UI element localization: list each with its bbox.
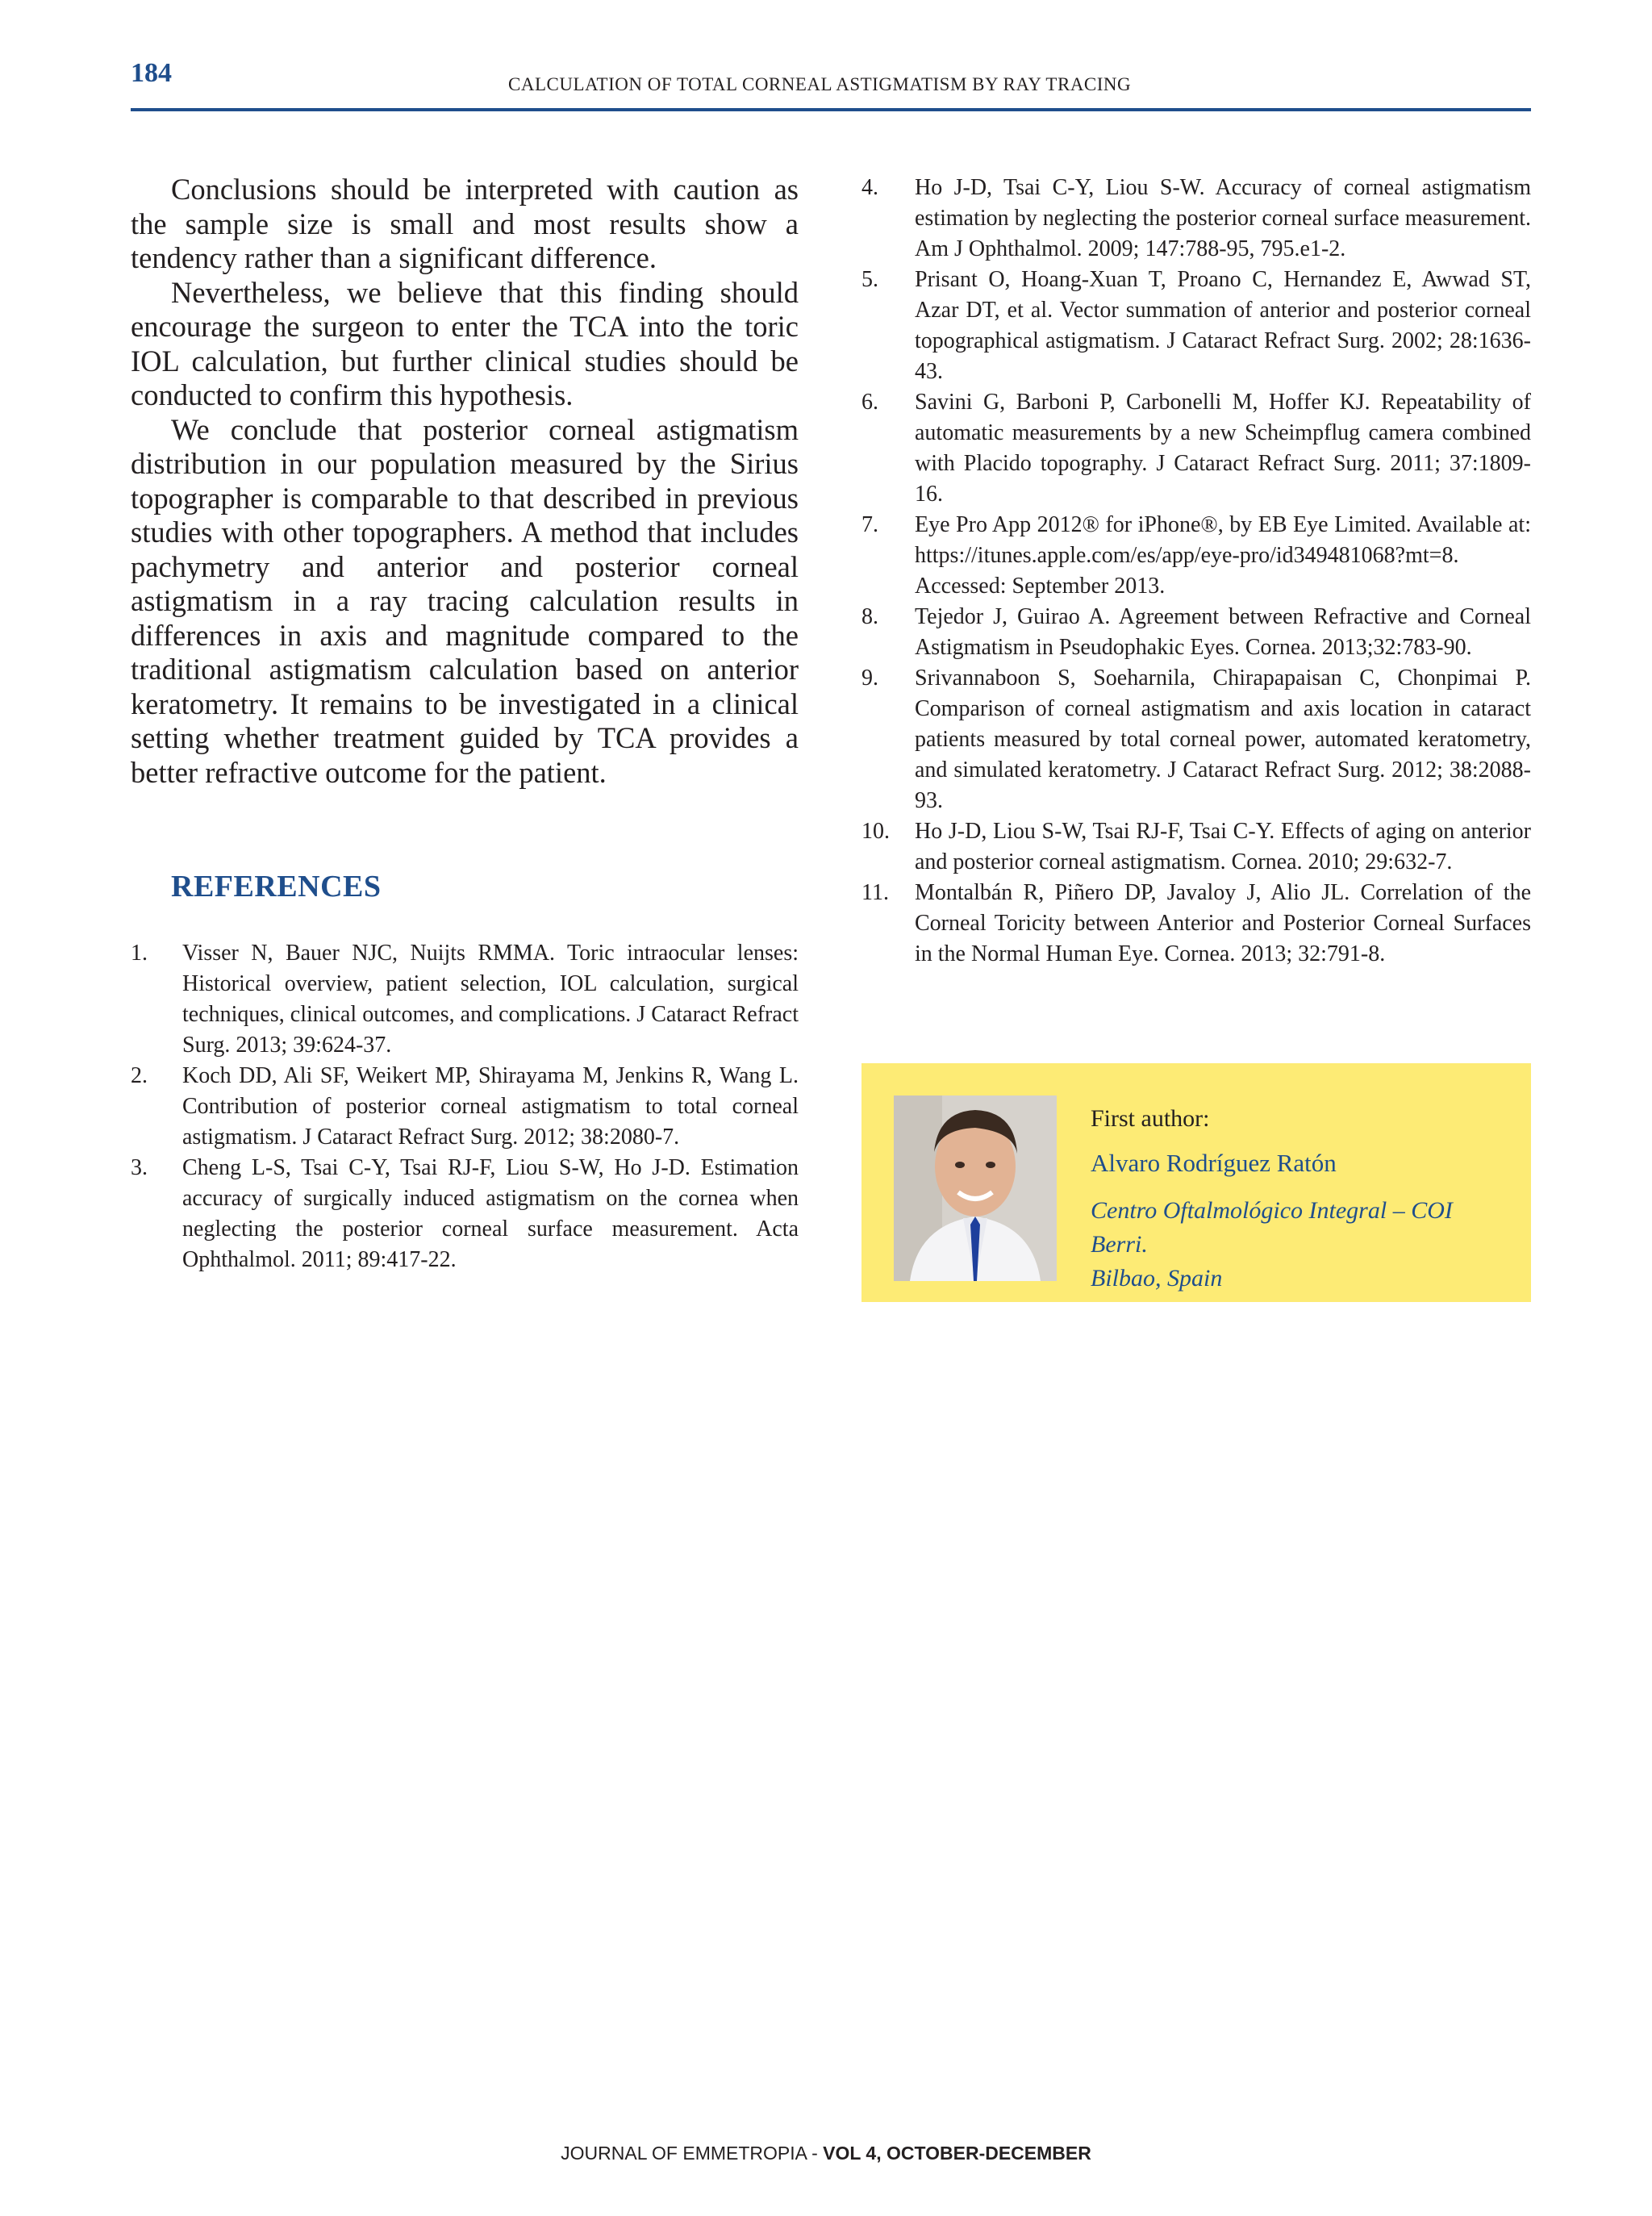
reference-number: 2. bbox=[131, 1063, 148, 1088]
reference-number: 8. bbox=[861, 604, 878, 629]
reference-item bbox=[861, 510, 1531, 602]
reference-item bbox=[861, 878, 1531, 970]
page-number: 184 bbox=[131, 58, 172, 88]
reference-text: Prisant O, Hoang-Xuan T, Proano C, Hernandez E, Awwad ST, Azar DT, et al. Vector summation of anterior and posterior corneal topographical astigmatism. J Cataract Refract Surg. 2002; 28:1636-43. bbox=[915, 267, 1531, 384]
author-name: Alvaro Rodríguez Ratón bbox=[1091, 1149, 1337, 1177]
reference-item bbox=[131, 1153, 799, 1275]
reference-text: Srivannaboon S, Soeharnila, Chirapapaisan C, Chonpimai P. Comparison of corneal astigmatism and axis location in cataract patients measured by total corneal power, automated keratometry, and simulated keratometry. J Cataract Refract Surg. 2012; 38:2088-93. bbox=[915, 666, 1531, 813]
author-affiliation bbox=[1091, 1194, 1510, 1296]
reference-text: Montalbán R, Piñero DP, Javaloy J, Alio JL. Correlation of the Corneal Toricity between Anterior and Posterior Corneal Surfaces in the Normal Human Eye. Cornea. 2013; 32:791-8. bbox=[915, 880, 1531, 966]
body-paragraph-3: We conclude that posterior corneal astigmatism distribution in our population measured by the Sirius topographer is comparable to that described in previous studies with other topographers. A method that includes pachymetry and anterior and posterior corneal astigmatism in a ray tracing calculation results in differences in axis and magnitude compared to the traditional astigmatism calculation based on anterior keratometry. It remains to be investigated in a clinical setting whether treatment guided by TCA provides a better refractive outcome for the patient. bbox=[131, 412, 799, 789]
left-column bbox=[131, 173, 799, 1275]
author-affiliation-line-2: Bilbao, Spain bbox=[1091, 1265, 1223, 1292]
reference-item bbox=[131, 1061, 799, 1153]
reference-list-left bbox=[131, 938, 799, 1275]
reference-number: 1. bbox=[131, 941, 148, 966]
author-photo bbox=[894, 1095, 1057, 1281]
reference-number: 9. bbox=[861, 666, 878, 691]
reference-item bbox=[861, 387, 1531, 510]
header-rule bbox=[131, 108, 1531, 111]
author-info bbox=[1091, 1105, 1510, 1296]
reference-item bbox=[861, 265, 1531, 387]
footer-journal: JOURNAL OF EMMETROPIA - bbox=[561, 2143, 824, 2164]
reference-number: 7. bbox=[861, 512, 878, 537]
reference-text: Koch DD, Ali SF, Weikert MP, Shirayama M, Jenkins R, Wang L. Contribution of posterior corneal astigmatism to total corneal astigmatism. J Cataract Refract Surg. 2012; 38:2080-7. bbox=[182, 1063, 799, 1150]
reference-number: 6. bbox=[861, 390, 878, 415]
reference-number: 4. bbox=[861, 175, 878, 200]
reference-item bbox=[131, 938, 799, 1061]
reference-list-right bbox=[861, 173, 1531, 970]
reference-item bbox=[861, 173, 1531, 265]
footer-volume: VOL 4, OCTOBER-DECEMBER bbox=[823, 2143, 1091, 2164]
reference-number: 3. bbox=[131, 1155, 148, 1180]
reference-text: Cheng L-S, Tsai C-Y, Tsai RJ-F, Liou S-W, Ho J-D. Estimation accuracy of surgically induced astigmatism on the cornea when neglecting the posterior corneal surface measurement. Acta Ophthalmol. 2011; 89:417-22. bbox=[182, 1155, 799, 1272]
page-footer bbox=[0, 2143, 1652, 2164]
reference-item bbox=[861, 602, 1531, 663]
reference-text: Visser N, Bauer NJC, Nuijts RMMA. Toric intraocular lenses: Historical overview, patient selection, IOL calculation, surgical techniques, clinical outcomes, and complications. J Cataract Refract Surg. 2013; 39:624-37. bbox=[182, 941, 799, 1058]
body-paragraph-2: Nevertheless, we believe that this finding should encourage the surgeon to enter the TCA into the toric IOL calculation, but further clinical studies should be conducted to confirm this hypothesis. bbox=[131, 275, 799, 411]
running-title: CALCULATION OF TOTAL CORNEAL ASTIGMATISM BY RAY TRACING bbox=[508, 74, 1132, 94]
reference-number: 5. bbox=[861, 267, 878, 292]
reference-text: Savini G, Barboni P, Carbonelli M, Hoffer KJ. Repeatability of automatic measurements by a new Scheimpflug camera combined with Placido topography. J Cataract Refract Surg. 2011; 37:1809-16. bbox=[915, 390, 1531, 507]
reference-text: Ho J-D, Tsai C-Y, Liou S-W. Accuracy of corneal astigmatism estimation by neglecting the posterior corneal surface measurement. Am J Ophthalmol. 2009; 147:788-95, 795.e1-2. bbox=[915, 175, 1531, 261]
reference-text: Eye Pro App 2012® for iPhone®, by EB Eye Limited. Available at: https://itunes.apple.com/es/app/eye-pro/id349481068?mt=8. Accessed: September 2013. bbox=[915, 512, 1531, 599]
right-column bbox=[861, 173, 1531, 970]
reference-item bbox=[861, 816, 1531, 878]
first-author-box bbox=[861, 1063, 1531, 1302]
body-paragraph-1: Conclusions should be interpreted with caution as the sample size is small and most results show a tendency rather than a significant difference. bbox=[131, 173, 799, 274]
reference-number: 11. bbox=[861, 880, 889, 905]
reference-number: 10. bbox=[861, 819, 890, 844]
author-label: First author: bbox=[1091, 1105, 1210, 1132]
references-heading: REFERENCES bbox=[171, 870, 382, 904]
reference-text: Ho J-D, Liou S-W, Tsai RJ-F, Tsai C-Y. Effects of aging on anterior and posterior corneal astigmatism. Cornea. 2010; 29:632-7. bbox=[915, 819, 1531, 874]
reference-text: Tejedor J, Guirao A. Agreement between Refractive and Corneal Astigmatism in Pseudophakic Eyes. Cornea. 2013;32:783-90. bbox=[915, 604, 1531, 660]
author-affiliation-line-1: Centro Oftalmológico Integral – COI Berri. bbox=[1091, 1197, 1453, 1258]
reference-item bbox=[861, 663, 1531, 816]
